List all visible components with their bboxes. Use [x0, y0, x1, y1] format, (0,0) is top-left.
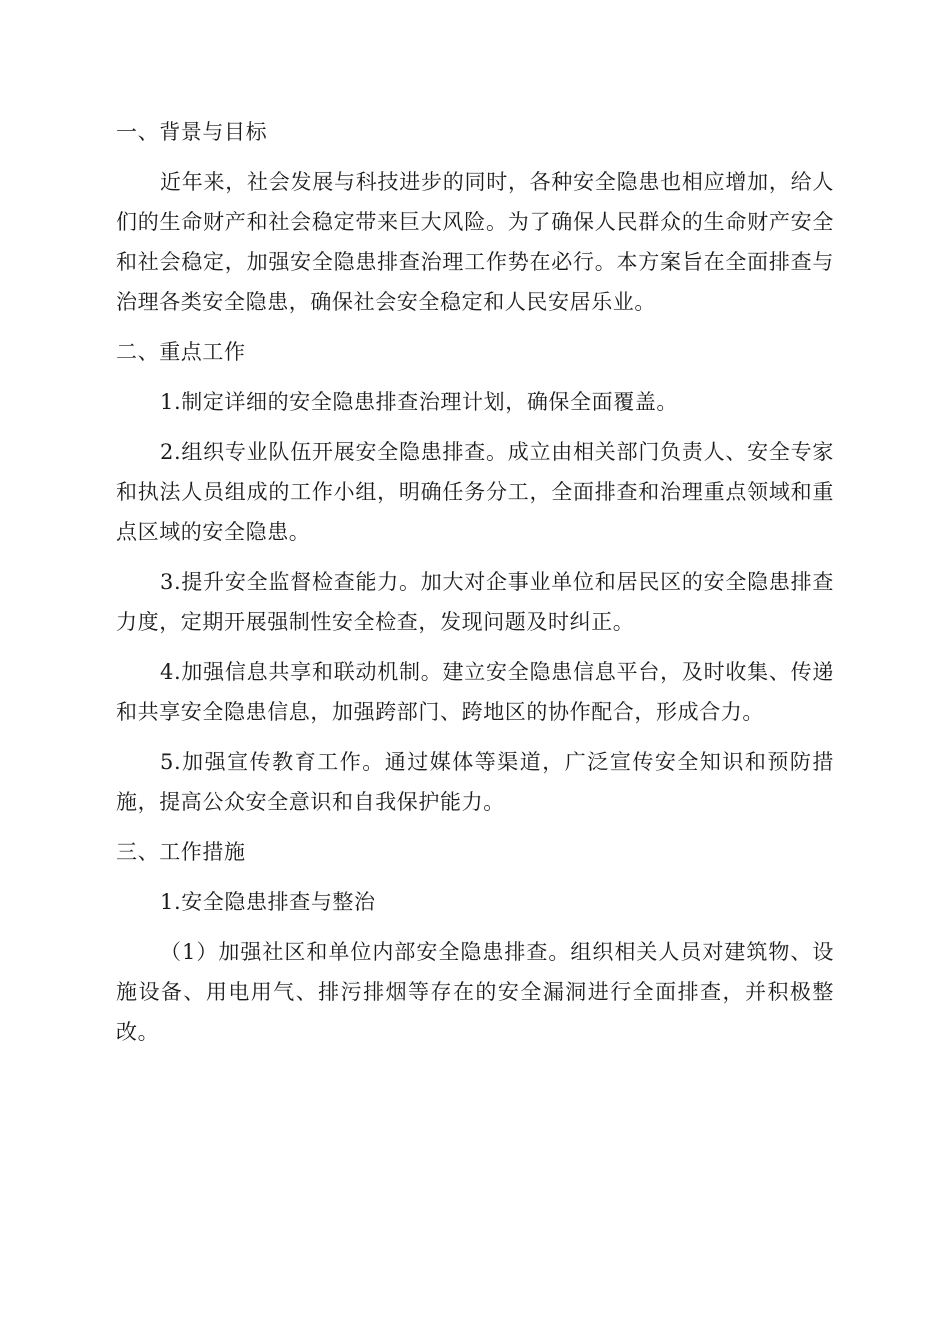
section-2-heading: 二、重点工作: [116, 340, 246, 364]
document-page: [116, 112, 834, 1062]
section-1-heading: 一、背景与目标: [116, 120, 268, 144]
section-2-item-1: 1.制定详细的安全隐患排查治理计划，确保全面覆盖。: [160, 390, 679, 414]
section-3-item-1: 1.安全隐患排查与整治: [160, 890, 376, 914]
section-2-item-5: 5.加强宣传教育工作。通过媒体等渠道，广泛宣传安全知识和预防措施，提高公众安全意识和自我保护能力。: [116, 750, 834, 814]
section-2-item-2: 2.组织专业队伍开展安全隐患排查。成立由相关部门负责人、安全专家和执法人员组成的工作小组，明确任务分工，全面排查和治理重点领域和重点区域的安全隐患。: [116, 440, 834, 544]
section-3-item-1-sub-1: （1）加强社区和单位内部安全隐患排查。组织相关人员对建筑物、设施设备、用电用气、排污排烟等存在的安全漏洞进行全面排查，并积极整改。: [116, 940, 834, 1044]
section-2-item-3: 3.提升安全监督检查能力。加大对企事业单位和居民区的安全隐患排查力度，定期开展强制性安全检查，发现问题及时纠正。: [116, 570, 834, 634]
section-1-paragraph: 近年来，社会发展与科技进步的同时，各种安全隐患也相应增加，给人们的生命财产和社会稳定带来巨大风险。为了确保人民群众的生命财产安全和社会稳定，加强安全隐患排查治理工作势在必行。本方案旨在全面排查与治理各类安全隐患，确保社会安全稳定和人民安居乐业。: [116, 170, 834, 314]
section-3-heading: 三、工作措施: [116, 840, 246, 864]
section-2-item-4: 4.加强信息共享和联动机制。建立安全隐患信息平台，及时收集、传递和共享安全隐患信息，加强跨部门、跨地区的协作配合，形成合力。: [116, 660, 834, 724]
